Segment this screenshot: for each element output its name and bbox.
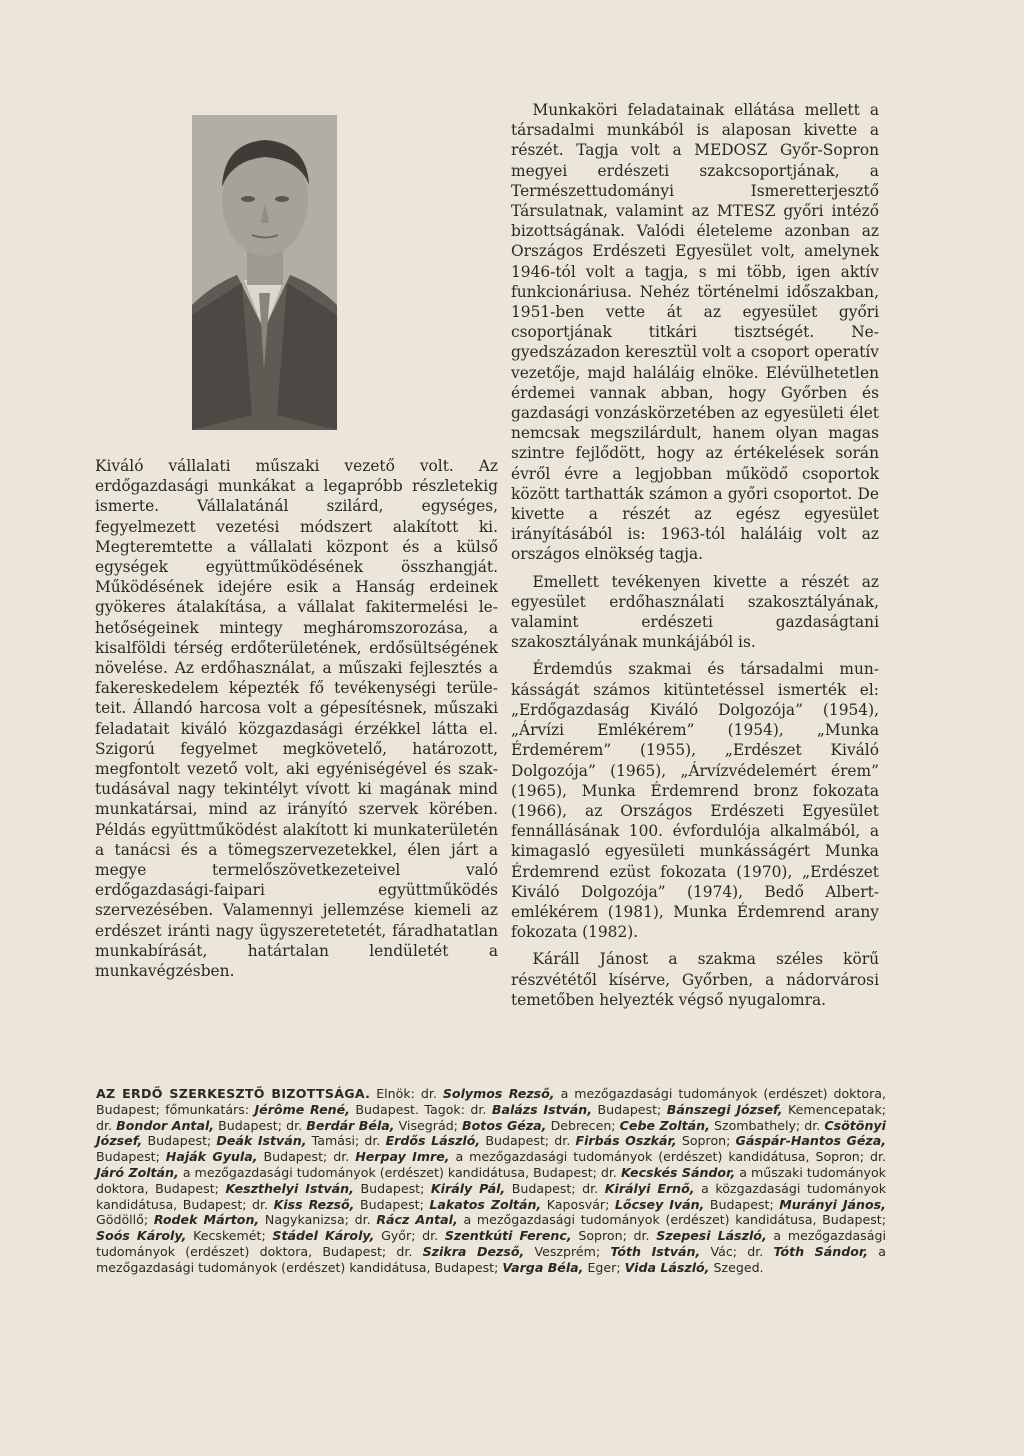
board-text: Visegrád;: [398, 1117, 458, 1133]
board-text: Budapest;: [96, 1149, 160, 1165]
board-member: Vida László,: [624, 1259, 710, 1275]
board-text: a közgazdasági tudományok kandidátusa, Budapest; dr.: [96, 1180, 886, 1212]
board-member: Szikra Dezső,: [422, 1243, 525, 1259]
board-member: Murányi János,: [779, 1196, 886, 1212]
board-text: Kemencepatak; dr.: [96, 1101, 886, 1133]
board-text: a műszaki tudományok doktora, Budapest;: [96, 1164, 886, 1196]
board-member: Csötönyi József,: [96, 1117, 886, 1149]
board-text: a mezőgazdasági tudományok (erdészet) kandidátusa, Budapest;: [96, 1243, 886, 1275]
board-member: Bondor Antal,: [116, 1117, 215, 1133]
board-text: a mezőgazdasági tudományok (erdészet) doktora, Budapest; dr.: [96, 1228, 886, 1259]
board-text: Budapest; dr.: [485, 1133, 571, 1149]
board-text: Budapest; dr.: [218, 1117, 303, 1133]
board-heading: AZ ERDŐ SZERKESZTŐ BIZOTTSÁGA.: [96, 1086, 371, 1101]
board-member: Tóth Sándor,: [773, 1243, 869, 1259]
board-member: Szentkúti Ferenc,: [444, 1228, 572, 1244]
board-text: Budapest;: [709, 1196, 774, 1212]
board-member: Haják Gyula,: [165, 1149, 258, 1165]
right-paragraph-3: Érdemdús szakmai és társadalmi munkásságát számos kitüntetéssel ismerték el: „Erdőgazdaság Kiváló Dolgozója” (1954), „Árvízi Emlékérem” (1954), „Munka Érdemérem” (1955), „Erdészet Kiváló Dolgozója” (1965), „Árvízvédelemért érem” (1965), Munka Érdemrend bronz fokozata (1966), az Országos Erdészeti Egyesület fennállásának 100. évfordulója alkalmából, a kimagasló egyesületi munkásságért Munka Érdemrend ezüst fokozata (1970), „Erdészet Kiváló Dolgozója” (1974), Bedő Albert-emlékérem (1981), Munka Érdemrend arany fokozata (1982).: [511, 660, 879, 942]
board-member: Botos Géza,: [462, 1117, 547, 1133]
board-member: Gáspár-Hantos Géza,: [735, 1133, 887, 1149]
board-member: Király Pál,: [430, 1180, 506, 1196]
board-member: Bánszegi József,: [666, 1101, 783, 1117]
board-member: Soós Károly,: [96, 1228, 187, 1244]
board-text: Nagykanizsa; dr.: [264, 1212, 371, 1228]
portrait-photo: [192, 115, 337, 430]
board-member: Varga Béla,: [502, 1259, 584, 1275]
board-text: Szombathely; dr.: [713, 1117, 821, 1133]
board-text: Budapest; dr.: [511, 1180, 599, 1196]
board-text: Kaposvár;: [546, 1196, 610, 1212]
board-member: Berdár Béla,: [306, 1117, 395, 1133]
board-text: Budapest. Tagok: dr.: [355, 1101, 487, 1117]
board-text: Győr; dr.: [381, 1228, 439, 1244]
board-text: a mezőgazdasági tudományok (erdészet) doktora, Budapest; főmunkatárs:: [96, 1086, 886, 1117]
board-text: Budapest;: [597, 1101, 662, 1117]
board-member: Lőcsey Iván,: [614, 1196, 705, 1212]
board-member: Solymos Rezső,: [442, 1086, 555, 1101]
editorial-board: [96, 1086, 886, 1276]
board-member: Rácz Antal,: [376, 1212, 458, 1228]
portrait-photo-drawing: [192, 115, 337, 430]
board-member: Firbás Oszkár,: [575, 1133, 677, 1149]
board-text: Tamási; dr.: [311, 1133, 381, 1149]
board-member: Lakatos Zoltán,: [429, 1196, 542, 1212]
board-text: Budapest;: [360, 1196, 424, 1212]
board-text: Budapest;: [147, 1133, 212, 1149]
board-member: Balázs István,: [491, 1101, 593, 1117]
board-member: Deák István,: [216, 1133, 307, 1149]
board-member: Cebe Zoltán,: [619, 1117, 710, 1133]
board-text: Veszprém;: [534, 1243, 601, 1259]
board-member: Királyi Ernő,: [604, 1180, 695, 1196]
board-text: a mezőgazdasági tudományok (erdészet) kandidátusa, Sopron; dr.: [455, 1149, 886, 1165]
left-column: [95, 456, 498, 981]
board-member: Kiss Rezső,: [273, 1196, 355, 1212]
board-text: Budapest;: [360, 1180, 425, 1196]
board-member: Szepesi László,: [656, 1228, 767, 1244]
board-member: Tóth István,: [610, 1243, 701, 1259]
board-member: Erdős László,: [385, 1133, 481, 1149]
board-text: Vác; dr.: [710, 1243, 764, 1259]
board-text: Gödöllő;: [96, 1212, 149, 1228]
right-paragraph-2: Emellett tevékenyen kivette a részét az egyesület erdőhasználati szakosztályának, valamint erdészeti gazdaságtani szakosztályának munkájából is.: [511, 572, 879, 652]
right-paragraph-1: Munkaköri feladatainak ellátása mellett a társadalmi munkából is alaposan kivette a részét. Tagja volt a MEDOSZ Győr-Sopron megyei erdészeti szakcsoportjának, a Természettudományi Ismeretterjesztő Társulatnak, valamint az MTESZ győri intéző bizottságának. Valódi életeleme azonban az Országos Erdészeti Egyesület volt, amelynek 1946-tól volt a tagja, s mi több, igen aktív funkcionáriusa. Nehéz történelmi időszakban, 1951-ben vette át az egyesület győri csoportjának titkári tisztségét. Negyedszázadon keresztül volt a csoport operatív vezetője, majd haláláig elnöke. Elévülhetetlen érdemei vannak abban, hogy Győrben és gazdasági vonzáskörzetében az egyesületi élet nemcsak megszilárdult, hanem olyan magas szintre fejlődött, hogy az értékelések során évről évre a legjobban működő csoportok között tarthatták számon a győri csoportot. De kivette a részét az egész egyesület irányításából is: 1963-tól haláláig volt az országos elnökség tagja.: [511, 101, 879, 564]
board-member: Herpay Imre,: [355, 1149, 450, 1165]
board-text: Szeged.: [713, 1259, 764, 1275]
board-member: Rodek Márton,: [153, 1212, 260, 1228]
board-text: a mezőgazdasági tudományok (erdészet) kandidátusa, Budapest;: [463, 1212, 886, 1228]
right-paragraph-4: Káráll Jánost a szakma széles körű részvététől kísérve, Győrben, a nádorvárosi temetőben helyezték végső nyugalomra.: [511, 950, 879, 1009]
board-text: Sopron;: [681, 1133, 731, 1149]
left-paragraph: Kiváló vállalati műszaki vezető volt. Az erdőgazdasági munkákat a legapróbb részletekig ismerte. Vállalatánál szilárd, egységes, fegyelmezett vezetési módszert alakított ki. Megteremtette a vállalati központ és a külső egységek együttműködésének összhangját. Működésének idejére esik a Hanság erdeinek gyökeres átalakítása, a vállalat fakitermelési lehetőségeinek mintegy megháromszorozása, a kisalföldi térség erdőterületének, erdősültségének növelése. Az erdőhasználat, a műszaki fejlesztés a fakereskedelem képezték fő tevékenységi területeit. Állandó harcosa volt a gépesítésnek, műszaki feladatait kiváló közgazdasági érzékkel látta el. Szigorú fegyelmet megkövetelő, határozott, megfontolt vezető volt, aki egyéniségével és szaktudásával nagy tekintélyt vívott ki magának mind munkatársai, mind az irányító szervek körében. Példás együttműködést alakított ki munkaterületén a tanácsi és a tömegszervezetekkel, élen járt a megye termelőszövetkezeteivel való erdőgazdasági-faipari együttműködés szervezésében. Valamennyi jellemzése kiemeli az erdészet iránti nagy ügyszeretetetét, fáradhatatlan munkabírását, határtalan lendületét a munkavégzésben.: [95, 457, 498, 981]
board-member: Járó Zoltán,: [96, 1164, 179, 1180]
board-text: a mezőgazdasági tudományok (erdészet) kandidátusa, Budapest; dr.: [182, 1164, 617, 1180]
board-member: Kecskés Sándor,: [620, 1164, 736, 1180]
board-member: Jérôme René,: [254, 1101, 350, 1117]
board-text: Sopron; dr.: [578, 1228, 650, 1244]
board-text: Debrecen;: [550, 1117, 616, 1133]
board-text: Elnök: dr.: [376, 1086, 437, 1101]
board-text: Eger;: [587, 1259, 621, 1275]
board-member: Stádel Károly,: [272, 1228, 375, 1244]
board-text: Kecskemét;: [193, 1228, 266, 1244]
board-text: Budapest; dr.: [263, 1149, 350, 1165]
right-column: [511, 100, 879, 1010]
board-member: Keszthelyi István,: [225, 1180, 354, 1196]
